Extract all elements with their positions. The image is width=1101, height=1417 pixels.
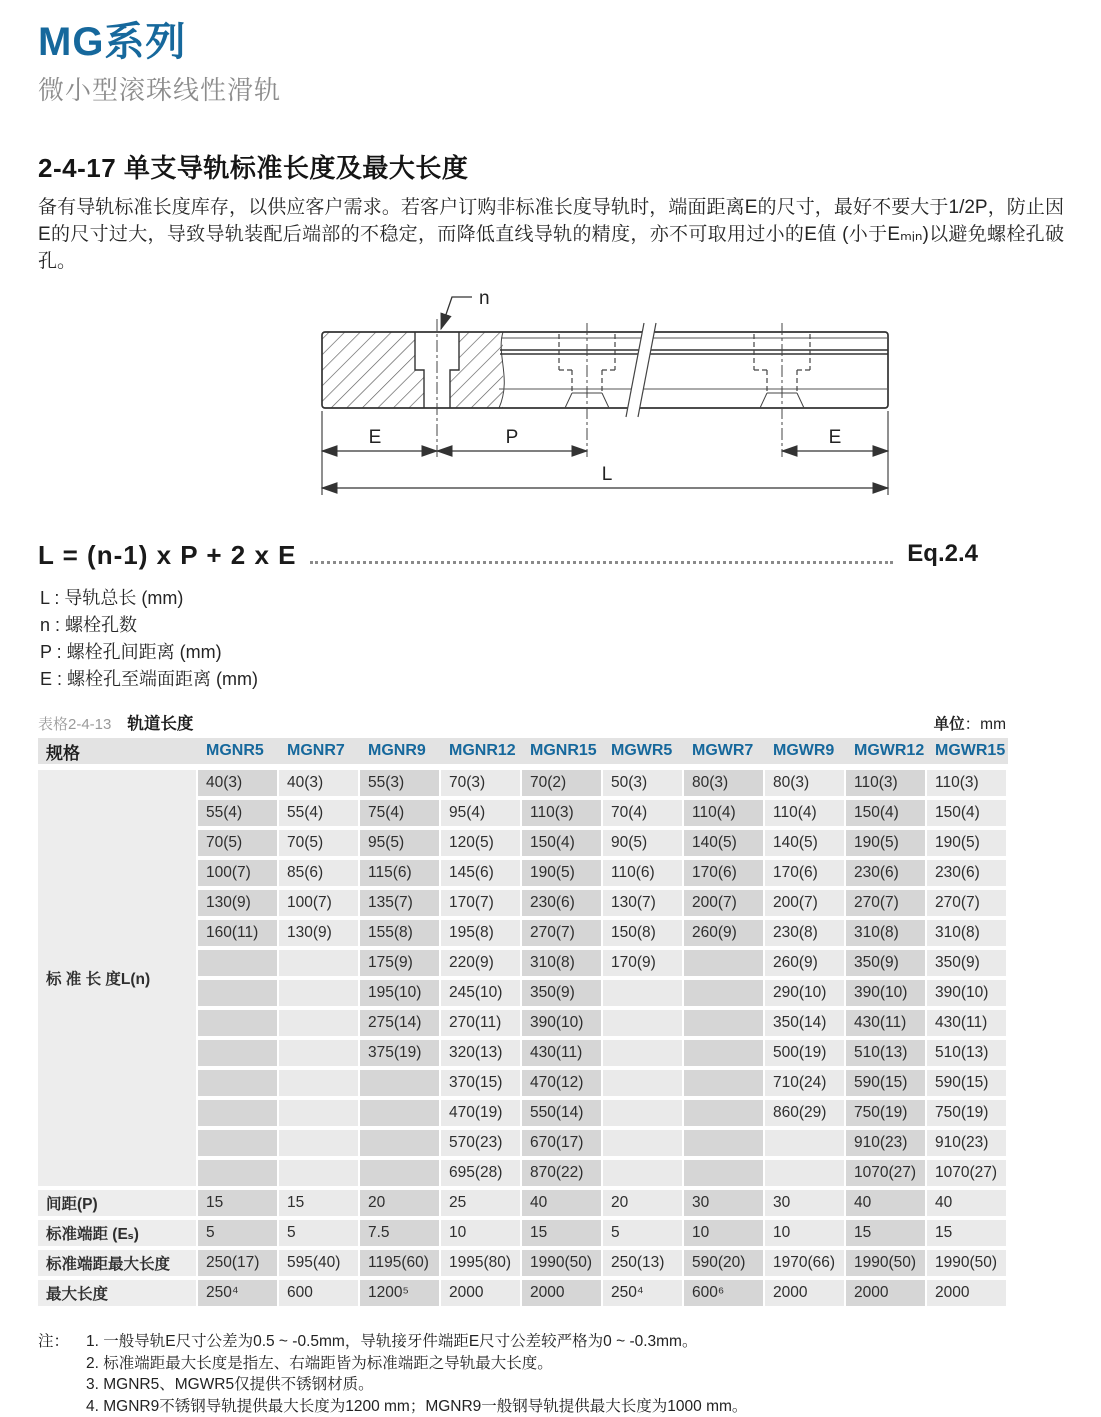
table-header-row: [38, 738, 1008, 770]
table-cell: 115(6): [360, 860, 441, 890]
column-header-MGNR15: MGNR15: [522, 738, 603, 770]
table-cell: 70(5): [279, 830, 360, 860]
table-cell: 390(10): [522, 1010, 603, 1040]
table-cell: 10: [684, 1220, 765, 1250]
table-cell: 310(8): [522, 950, 603, 980]
intro-paragraph: 备有导轨标准长度库存，以供应客户需求。若客户订购非标准长度导轨时，端面距离E的尺寸，最好不要大于1/2P，防止因E的尺寸过大，导致导轨装配后端部的不稳定，而降低直线导轨的精度，亦不可取用过小的E值 (小于Eₘᵢₙ)以避免螺栓孔破孔。: [38, 194, 1064, 275]
table-cell: 80(3): [765, 770, 846, 800]
row-label: 标准端距 (Eₛ): [38, 1220, 198, 1250]
table-cell: 160(11): [198, 920, 279, 950]
table-cell: 15: [279, 1190, 360, 1220]
table-cell: 260(9): [765, 950, 846, 980]
table-cell: 260(9): [684, 920, 765, 950]
series-title: MG系列: [38, 20, 281, 64]
table-cell: 250(13): [603, 1250, 684, 1280]
table-cell: 5: [603, 1220, 684, 1250]
legend-line-E: E : 螺栓孔至端面距离 (mm): [40, 666, 258, 693]
table-cell: [603, 1160, 684, 1190]
column-header-MGWR7: MGWR7: [684, 738, 765, 770]
note-item: 2. 标准端距最大长度是指左、右端距皆为标准端距之导轨最大长度。: [86, 1353, 747, 1375]
table-cell: 5: [198, 1220, 279, 1250]
table-cell: 20: [603, 1190, 684, 1220]
table-cell: 595(40): [279, 1250, 360, 1280]
table-cell: 150(4): [522, 830, 603, 860]
table-cell: 1200⁵: [360, 1280, 441, 1310]
table-cell: 15: [927, 1220, 1008, 1250]
table-cell: [198, 1130, 279, 1160]
table-cell: 1990(50): [522, 1250, 603, 1280]
table-cell: 670(17): [522, 1130, 603, 1160]
table-cell: 110(3): [927, 770, 1008, 800]
unit-label-bold: 单位: [934, 716, 965, 733]
table-cell: 190(5): [522, 860, 603, 890]
table-cell: 1195(60): [360, 1250, 441, 1280]
table-cell: 120(5): [441, 830, 522, 860]
table-cell: 270(7): [846, 890, 927, 920]
spec-header: 规格: [38, 738, 198, 770]
table-cell: 2000: [441, 1280, 522, 1310]
table-row: [38, 1280, 1008, 1310]
table-cell: 85(6): [279, 860, 360, 890]
column-header-MGWR15: MGWR15: [927, 738, 1008, 770]
table-cell: [279, 950, 360, 980]
label-e-left: E: [369, 427, 382, 448]
label-n: n: [479, 288, 490, 309]
table-cell: 170(7): [441, 890, 522, 920]
row-label: 间距(P): [38, 1190, 198, 1220]
table-cell: [684, 1040, 765, 1070]
hatched-section: [322, 332, 503, 408]
table-cell: 250⁴: [198, 1280, 279, 1310]
table-cell: [684, 1100, 765, 1130]
table-cell: [684, 1130, 765, 1160]
table-cell: 750(19): [846, 1100, 927, 1130]
table-row: [38, 1250, 1008, 1280]
table-cell: 150(4): [846, 800, 927, 830]
table-cell: [279, 1070, 360, 1100]
table-cell: 430(11): [846, 1010, 927, 1040]
table-cell: [198, 1100, 279, 1130]
table-cell: 220(9): [441, 950, 522, 980]
column-header-MGWR5: MGWR5: [603, 738, 684, 770]
table-cell: 150(4): [927, 800, 1008, 830]
table-cell: 1070(27): [927, 1160, 1008, 1190]
note-item: 4. MGNR9不锈钢导轨提供最大长度为1200 mm；MGNR9一般钢导轨提供最大长度为1000 mm。: [86, 1396, 747, 1417]
table-cell: 2000: [765, 1280, 846, 1310]
table-cell: 370(15): [441, 1070, 522, 1100]
table-cell: 15: [198, 1190, 279, 1220]
table-cell: [684, 980, 765, 1010]
table-cell: 750(19): [927, 1100, 1008, 1130]
table-cell: 175(9): [360, 950, 441, 980]
table-cell: [684, 1010, 765, 1040]
table-cell: 70(2): [522, 770, 603, 800]
column-header-MGNR9: MGNR9: [360, 738, 441, 770]
table-cell: 570(23): [441, 1130, 522, 1160]
table-cell: 470(12): [522, 1070, 603, 1100]
formula-row: [38, 540, 978, 571]
table-cell: 375(19): [360, 1040, 441, 1070]
table-cell: 140(5): [684, 830, 765, 860]
formula: L = (n-1) x P + 2 x E: [38, 540, 296, 571]
table-cell: [279, 1040, 360, 1070]
table-cell: 250⁴: [603, 1280, 684, 1310]
table-cell: 550(14): [522, 1100, 603, 1130]
table-cell: [684, 950, 765, 980]
table-cell: 55(4): [279, 800, 360, 830]
table-cell: 110(4): [684, 800, 765, 830]
table-cell: 100(7): [279, 890, 360, 920]
table-cell: 135(7): [360, 890, 441, 920]
table-cell: 310(8): [927, 920, 1008, 950]
table-cell: 320(13): [441, 1040, 522, 1070]
table-cell: 10: [441, 1220, 522, 1250]
table-cell: 110(3): [846, 770, 927, 800]
table-cell: 430(11): [927, 1010, 1008, 1040]
table-cell: 250(17): [198, 1250, 279, 1280]
table-row: [38, 1190, 1008, 1220]
n-leader-arrow: [441, 297, 472, 329]
table-cell: 150(8): [603, 920, 684, 950]
table-cell: 15: [846, 1220, 927, 1250]
series-subtitle: 微小型滚珠线性滑轨: [38, 70, 281, 107]
table-cell: 350(9): [846, 950, 927, 980]
table-cell: 310(8): [846, 920, 927, 950]
table-cell: 510(13): [846, 1040, 927, 1070]
table-cell: 270(11): [441, 1010, 522, 1040]
table-cell: [360, 1070, 441, 1100]
table-cell: [603, 1100, 684, 1130]
equation-number: Eq.2.4: [907, 540, 978, 568]
table-cell: 290(10): [765, 980, 846, 1010]
notes-block: [38, 1331, 747, 1417]
table-cell: [603, 1130, 684, 1160]
table-cell: 590(20): [684, 1250, 765, 1280]
table-cell: 130(9): [198, 890, 279, 920]
note-item: 1. 一般导轨E尺寸公差为0.5 ~ -0.5mm，导轨接牙件端距E尺寸公差较严格为0 ~ -0.3mm。: [86, 1331, 747, 1353]
groove-lines: [499, 338, 888, 389]
legend-line-n: n : 螺栓孔数: [40, 612, 258, 639]
table-cell: 10: [765, 1220, 846, 1250]
table-cell: 15: [522, 1220, 603, 1250]
table-cell: 130(7): [603, 890, 684, 920]
table-cell: 5: [279, 1220, 360, 1250]
table-cell: 470(19): [441, 1100, 522, 1130]
table-cell: 195(10): [360, 980, 441, 1010]
table-cell: 7.5: [360, 1220, 441, 1250]
table-cell: 695(28): [441, 1160, 522, 1190]
table-cell: [279, 1100, 360, 1130]
table-cell: 20: [360, 1190, 441, 1220]
table-cell: [198, 980, 279, 1010]
row-label: 标准端距最大长度: [38, 1250, 198, 1280]
table-number: 表格2-4-13: [38, 713, 111, 734]
table-cell: [360, 1160, 441, 1190]
table-cell: 600: [279, 1280, 360, 1310]
table-cell: 390(10): [846, 980, 927, 1010]
table-cell: 230(8): [765, 920, 846, 950]
table-cell: 155(8): [360, 920, 441, 950]
table-cell: 590(15): [846, 1070, 927, 1100]
table-cell: 50(3): [603, 770, 684, 800]
table-cell: [279, 980, 360, 1010]
table-cell: 2000: [927, 1280, 1008, 1310]
formula-legend: [40, 585, 258, 693]
table-cell: 1990(50): [927, 1250, 1008, 1280]
table-cell: 2000: [522, 1280, 603, 1310]
table-cell: 80(3): [684, 770, 765, 800]
table-cell: 510(13): [927, 1040, 1008, 1070]
table-row: [38, 770, 1008, 800]
table-cell: 130(9): [279, 920, 360, 950]
table-cell: 190(5): [846, 830, 927, 860]
table-cell: [765, 1160, 846, 1190]
table-cell: [603, 1040, 684, 1070]
table-cell: 70(4): [603, 800, 684, 830]
table-cell: 710(24): [765, 1070, 846, 1100]
table-cell: [198, 950, 279, 980]
table-cell: 110(3): [522, 800, 603, 830]
section-heading: 2-4-17 单支导轨标准长度及最大长度: [38, 148, 468, 185]
table-cell: [360, 1100, 441, 1130]
table-cell: 350(14): [765, 1010, 846, 1040]
table-cell: [279, 1010, 360, 1040]
table-cell: [198, 1070, 279, 1100]
label-p: P: [506, 427, 519, 448]
row-label: 最大长度: [38, 1280, 198, 1310]
table-cell: 40: [846, 1190, 927, 1220]
legend-line-P: P : 螺栓孔间距离 (mm): [40, 639, 258, 666]
table-cell: 350(9): [927, 950, 1008, 980]
table-cell: 70(5): [198, 830, 279, 860]
table-cell: 430(11): [522, 1040, 603, 1070]
table-cell: [279, 1160, 360, 1190]
column-header-MGNR7: MGNR7: [279, 738, 360, 770]
table-cell: 230(6): [522, 890, 603, 920]
table-cell: 200(7): [765, 890, 846, 920]
table-cell: [279, 1130, 360, 1160]
doc-header: [38, 20, 281, 107]
std-length-label: 标 准 长 度L(n): [38, 770, 198, 1190]
table-cell: [684, 1070, 765, 1100]
table-cell: 75(4): [360, 800, 441, 830]
table-cell: 390(10): [927, 980, 1008, 1010]
table-cell: 145(6): [441, 860, 522, 890]
table-cell: 170(6): [765, 860, 846, 890]
label-e-right: E: [829, 427, 842, 448]
table-cell: 2000: [846, 1280, 927, 1310]
table-cell: 1990(50): [846, 1250, 927, 1280]
table-cell: 590(15): [927, 1070, 1008, 1100]
table-cell: 350(9): [522, 980, 603, 1010]
table-cell: 245(10): [441, 980, 522, 1010]
table-cell: 40: [522, 1190, 603, 1220]
table-cell: 40(3): [279, 770, 360, 800]
column-header-MGNR12: MGNR12: [441, 738, 522, 770]
table-cell: 1070(27): [846, 1160, 927, 1190]
table-cell: 860(29): [765, 1100, 846, 1130]
table-cell: 30: [765, 1190, 846, 1220]
table-cell: 140(5): [765, 830, 846, 860]
table-cell: [603, 1010, 684, 1040]
table-caption-row: [38, 710, 1006, 734]
table-cell: 170(9): [603, 950, 684, 980]
rail-drawing-svg: [300, 283, 915, 511]
table-cell: 230(6): [846, 860, 927, 890]
table-cell: 40: [927, 1190, 1008, 1220]
table-title: 轨道长度: [127, 710, 193, 734]
table-cell: 25: [441, 1190, 522, 1220]
table-cell: 200(7): [684, 890, 765, 920]
table-cell: 270(7): [522, 920, 603, 950]
legend-line-L: L : 导轨总长 (mm): [40, 585, 258, 612]
table-cell: 275(14): [360, 1010, 441, 1040]
table-cell: 230(6): [927, 860, 1008, 890]
column-header-MGWR12: MGWR12: [846, 738, 927, 770]
table-cell: [684, 1160, 765, 1190]
table-cell: 500(19): [765, 1040, 846, 1070]
table-cell: 170(6): [684, 860, 765, 890]
table-cell: 600⁶: [684, 1280, 765, 1310]
unit-label: [934, 712, 1006, 734]
table-cell: 30: [684, 1190, 765, 1220]
column-header-MGNR5: MGNR5: [198, 738, 279, 770]
table-cell: 910(23): [846, 1130, 927, 1160]
notes-prefix: 注：: [38, 1331, 86, 1417]
table-cell: [765, 1130, 846, 1160]
table-cell: [198, 1010, 279, 1040]
table-cell: 110(4): [765, 800, 846, 830]
table-cell: 870(22): [522, 1160, 603, 1190]
table-cell: 40(3): [198, 770, 279, 800]
column-header-MGWR9: MGWR9: [765, 738, 846, 770]
table-cell: [198, 1040, 279, 1070]
table-row: [38, 1220, 1008, 1250]
table-cell: 100(7): [198, 860, 279, 890]
table-cell: 90(5): [603, 830, 684, 860]
table-cell: [603, 1070, 684, 1100]
table-cell: 1970(66): [765, 1250, 846, 1280]
table-cell: 95(5): [360, 830, 441, 860]
rail-dimension-diagram: [300, 283, 915, 511]
dotted-leader: [310, 540, 893, 564]
table-cell: [198, 1160, 279, 1190]
table-cell: 95(4): [441, 800, 522, 830]
table-cell: 270(7): [927, 890, 1008, 920]
table-cell: [603, 980, 684, 1010]
table-cell: 110(6): [603, 860, 684, 890]
unit-label-rest: ：mm: [965, 716, 1006, 733]
note-item: 3. MGNR5、MGWR5仅提供不锈钢材质。: [86, 1374, 747, 1396]
table-cell: 190(5): [927, 830, 1008, 860]
table-cell: [360, 1130, 441, 1160]
table-cell: 70(3): [441, 770, 522, 800]
table-cell: 910(23): [927, 1130, 1008, 1160]
rail-length-table: [38, 738, 1008, 1310]
table-cell: 55(3): [360, 770, 441, 800]
table-cell: 195(8): [441, 920, 522, 950]
label-l: L: [602, 464, 613, 485]
table-cell: 1995(80): [441, 1250, 522, 1280]
table-cell: 55(4): [198, 800, 279, 830]
